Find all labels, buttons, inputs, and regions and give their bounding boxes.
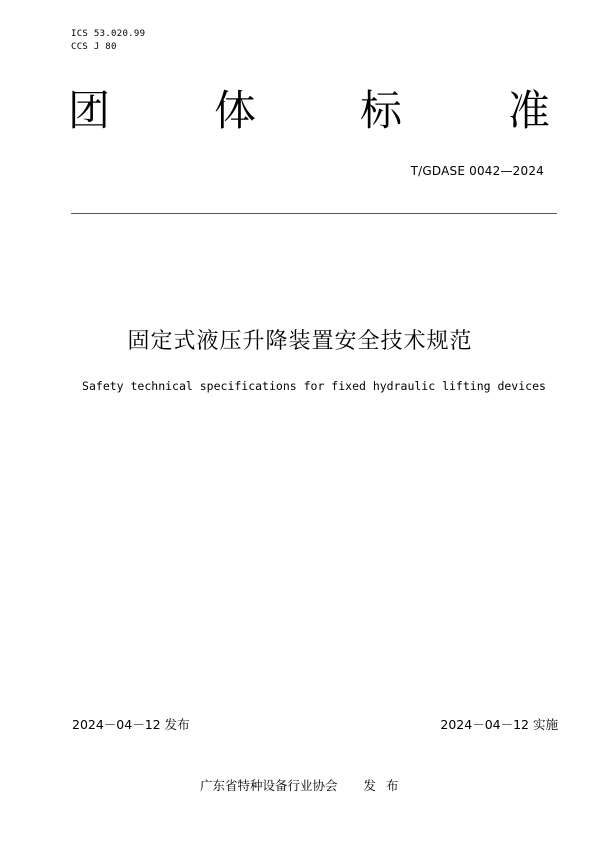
ics-code: ICS 53.020.99 (71, 29, 146, 39)
standard-type-char-3: 标 (360, 86, 403, 135)
standard-type-char-1: 团 (68, 86, 111, 135)
standard-type-char-4: 准 (508, 86, 551, 135)
standard-type-heading (68, 86, 554, 136)
publish-date: 2024－04－12 发布 (72, 717, 190, 732)
ccs-code: CCS J 80 (71, 42, 117, 52)
implementation-date: 2024－04－12 实施 (440, 717, 558, 732)
publisher-line (200, 776, 409, 794)
publisher-action: 发布 (363, 778, 409, 793)
standard-type-char-2: 体 (214, 86, 257, 135)
classification-codes (71, 28, 145, 54)
publisher-name: 广东省特种设备行业协会 (200, 778, 338, 793)
standard-number: T/GDASE 0042—2024 (410, 164, 544, 178)
header-divider (71, 213, 557, 214)
document-title-chinese: 固定式液压升降装置安全技术规范 (127, 329, 473, 354)
document-title-english: Safety technical specifications for fixed hydraulic lifting devices (82, 379, 546, 393)
